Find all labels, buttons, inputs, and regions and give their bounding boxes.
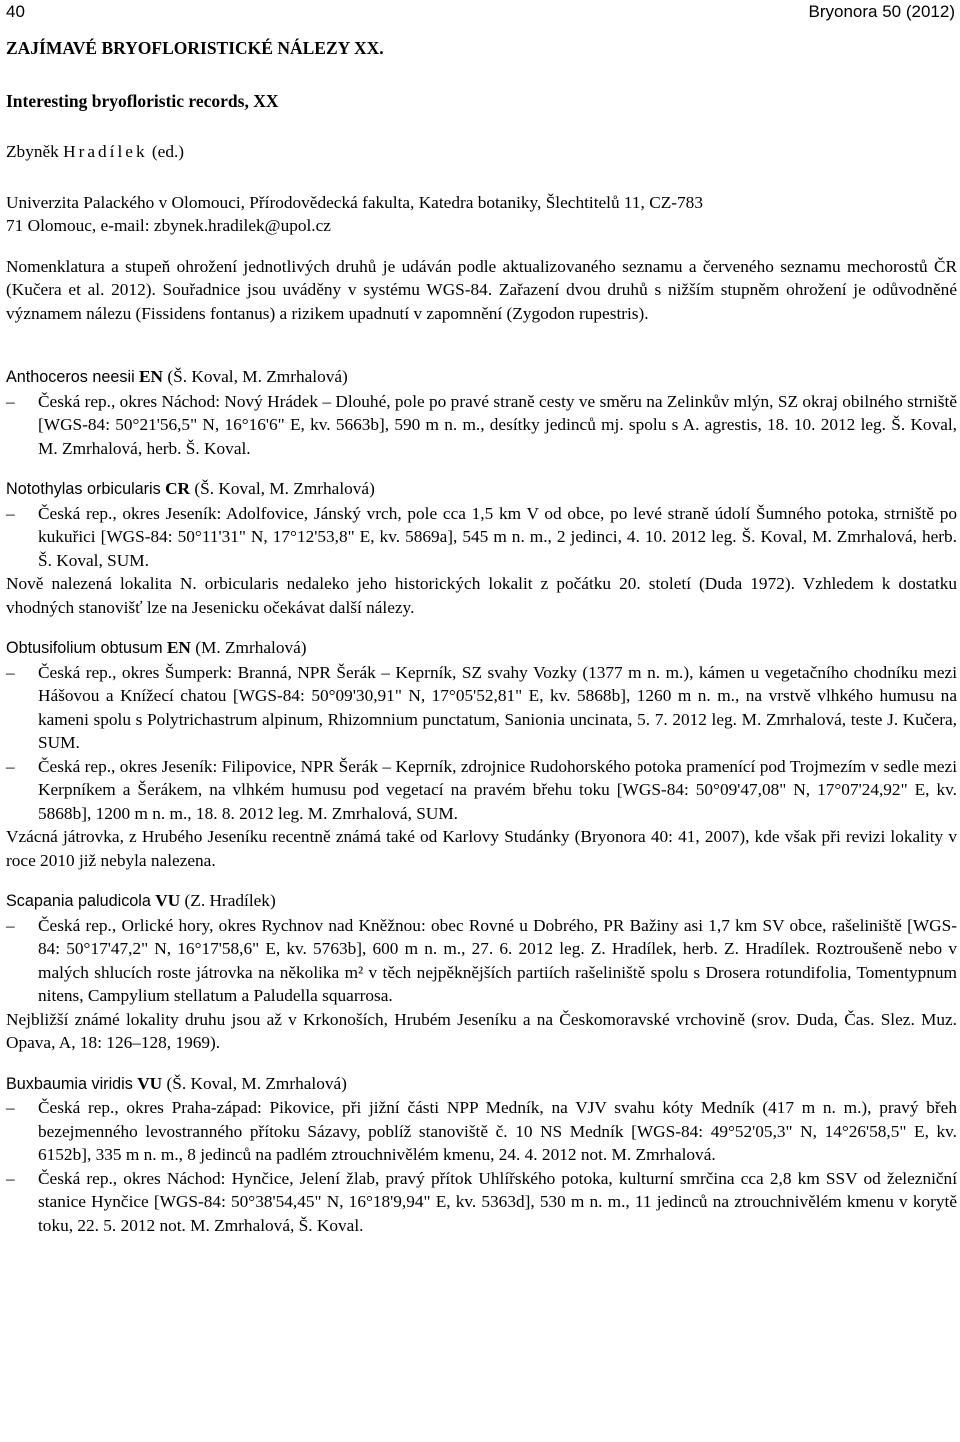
record-list bbox=[6, 390, 957, 461]
species-name: Buxbaumia viridis bbox=[6, 1074, 133, 1093]
record-item: – Česká rep., okres Náchod: Nový Hrádek – Dlouhé, pole po pravé straně cesty ve směru na Zelinkův mlýn, SZ okraj obilného strniště [WGS-84: 50°21'56,5" N, 16°16'6" E, kv. 5663b], 590 m n. m., desítky jedinců mj. spolu s A. agrestis, 18. 10. 2012 leg. Š. Koval, M. Zmrhalová, herb. Š. Koval. bbox=[6, 390, 957, 461]
species-name: Obtusifolium obtusum bbox=[6, 639, 163, 657]
species-note: Nově nalezená lokalita N. orbicularis nedaleko jeho historických lokalit z počátku 20. století (Duda 1972). Vzhledem k dostatku vhodných stanovišť lze na Jesenicku očekávat další nálezy. bbox=[6, 574, 957, 617]
record-item: – Česká rep., Orlické hory, okres Rychnov nad Kněžnou: obec Rovné u Dobrého, PR Bažiny asi 1,7 km SV obce, rašeliniště [WGS-84: 50°17'47,2" N, 16°17'58,6" E, kv. 5763b], 600 m n. m., 27. 6. 2012 leg. Z. Hradílek, herb. Z. Hradílek. Roztroušeně nebo v malých shlucích roste játrovka na několika m² v těch nejpěknějších partiích rašeliniště spolu s Drosera rotundifolia, Tomentypnum nitens, Campylium stellatum a Paludella squarrosa. bbox=[6, 914, 957, 1008]
threat-status: EN bbox=[139, 367, 164, 386]
threat-status: VU bbox=[137, 1073, 163, 1093]
species-note: Vzácná játrovka, z Hrubého Jeseníku recentně známá také od Karlovy Studánky (Bryonora 40: 41, 2007), kde však při revizi lokality v roce 2010 již nebyla nalezena. bbox=[6, 827, 957, 870]
collectors: (M. Zmrhalová) bbox=[195, 638, 307, 657]
species-heading bbox=[6, 365, 957, 390]
species-note: Nejbližší známé lokality druhu jsou až v Krkonoších, Hrubém Jeseníku a na Českomoravské vrchovině (srov. Duda, Čas. Slez. Muz. Opava, A, 18: 126–128, 1969). bbox=[6, 1009, 957, 1052]
record-list bbox=[6, 661, 957, 826]
species-list bbox=[6, 365, 957, 1237]
record-item: – Česká rep., okres Praha-západ: Pikovice, při jižní části NPP Medník, na VJV svahu kóty Medník (417 m n. m.), pravý břeh bezejmenného levostranného přítoku Sázavy, poblíž stanoviště č. 10 NS Medník [WGS-84: 49°52'05,3" N, 14°26'58,5" E, kv. 6152b], 335 m n. m., 8 jedinců na padlém ztrouchnivělém kmenu, 24. 4. 2012 not. M. Zmrhalová. bbox=[6, 1096, 957, 1167]
species-name: Notothylas orbicularis bbox=[6, 480, 161, 498]
species-section bbox=[6, 889, 957, 1055]
species-name: Scapania paludicola bbox=[6, 892, 151, 910]
collectors: (Z. Hradílek) bbox=[184, 891, 276, 910]
article-title: ZAJÍMAVÉ BRYOFLORISTICKÉ NÁLEZY XX. bbox=[6, 38, 384, 58]
threat-status: CR bbox=[165, 479, 191, 498]
threat-status: VU bbox=[155, 891, 181, 910]
article-subtitle: Interesting bryofloristic records, XX bbox=[6, 90, 279, 111]
editor-first-name: Zbyněk bbox=[6, 142, 59, 161]
affiliation bbox=[6, 191, 957, 238]
record-list bbox=[6, 1096, 957, 1237]
species-section bbox=[6, 365, 957, 460]
affiliation-line-1: Univerzita Palackého v Olomouci, Přírodovědecká fakulta, Katedra botaniky, Šlechtitelů 11, CZ-783 bbox=[6, 192, 703, 212]
editor-line bbox=[6, 140, 957, 164]
species-heading bbox=[6, 477, 957, 502]
record-item: – Česká rep., okres Šumperk: Branná, NPR Šerák – Keprník, SZ svahy Vozky (1377 m n. m.), kámen u vegetačního chodníku mezi Hášovou a Knížecí chatou [WGS-84: 50°09'30,91" N, 17°05'52,81" E, kv. 5868b], 1260 m n. m., na vrstvě vlhkého humusu na kameni spolu s Polytrichastrum alpinum, Rhizomnium punctatum, Sanionia uncinata, 5. 7. 2012 leg. M. Zmrhalová, teste J. Kučera, SUM. bbox=[6, 661, 957, 755]
affiliation-line-2: 71 Olomouc, e-mail: zbynek.hradilek@upol.cz bbox=[6, 216, 331, 235]
species-section bbox=[6, 636, 957, 872]
collectors: (Š. Koval, M. Zmrhalová) bbox=[167, 367, 348, 386]
editor-last-name: Hradílek bbox=[63, 142, 148, 161]
record-item: – Česká rep., okres Náchod: Hynčice, Jelení žlab, pravý přítok Uhlířského potoka, kulturní smrčina cca 2,8 km SSV od železniční stanice Hynčice [WGS-84: 50°38'54,45" N, 16°18'9,94" E, kv. 5363d], 530 m n. m., 11 jedinců na ztrouchnivělém kmenu v korytě toku, 22. 5. 2012 not. M. Zmrhalová, Š. Koval. bbox=[6, 1167, 957, 1238]
record-item: – Česká rep., okres Jeseník: Adolfovice, Jánský vrch, pole cca 1,5 km V od obce, po levé straně údolí Šumného potoka, strniště po kukuřici [WGS-84: 50°11'31" N, 17°12'53,8" E, kv. 5869a], 545 m n. m., 2 jedinci, 4. 10. 2012 leg. Š. Koval, M. Zmrhalová, herb. Š. Koval, SUM. bbox=[6, 502, 957, 573]
species-heading bbox=[6, 1072, 957, 1097]
species-section bbox=[6, 1072, 957, 1238]
species-section bbox=[6, 477, 957, 619]
record-item: – Česká rep., okres Jeseník: Filipovice, NPR Šerák – Keprník, zdrojnice Rudohorského potoka pramenící pod Trojmezím v sedle mezi Kerpníkem a Šerákem, na vlhkém humusu pod vegetací na pravém břehu toku [WGS-84: 50°09'47,08" N, 17°07'24,92" E, kv. 5868b], 1200 m n. m., 18. 8. 2012 leg. M. Zmrhalová, SUM. bbox=[6, 755, 957, 826]
collectors: (Š. Koval, M. Zmrhalová) bbox=[194, 479, 375, 498]
species-heading bbox=[6, 889, 957, 914]
running-header bbox=[6, 0, 957, 26]
species-name: Anthoceros neesii bbox=[6, 368, 135, 386]
intro-paragraph: Nomenklatura a stupeň ohrožení jednotlivých druhů je udáván podle aktualizovaného seznamu a červeného seznamu mechorostů ČR (Kučera et al. 2012). Souřadnice jsou uváděny v systému WGS-84. Zařazení dvou druhů s nižším stupněm ohrožení je odůvodněné významem nálezu (Fissidens fontanus) a rizikem upadnutí v zapomnění (Zygodon rupestris). bbox=[6, 256, 957, 323]
record-list bbox=[6, 914, 957, 1008]
page-number: 40 bbox=[6, 2, 25, 21]
species-heading bbox=[6, 636, 957, 661]
record-list bbox=[6, 502, 957, 573]
editor-role: (ed.) bbox=[151, 142, 185, 161]
threat-status: EN bbox=[166, 638, 191, 657]
journal-citation: Bryonora 50 (2012) bbox=[808, 2, 955, 21]
collectors: (Š. Koval, M. Zmrhalová) bbox=[166, 1073, 347, 1093]
